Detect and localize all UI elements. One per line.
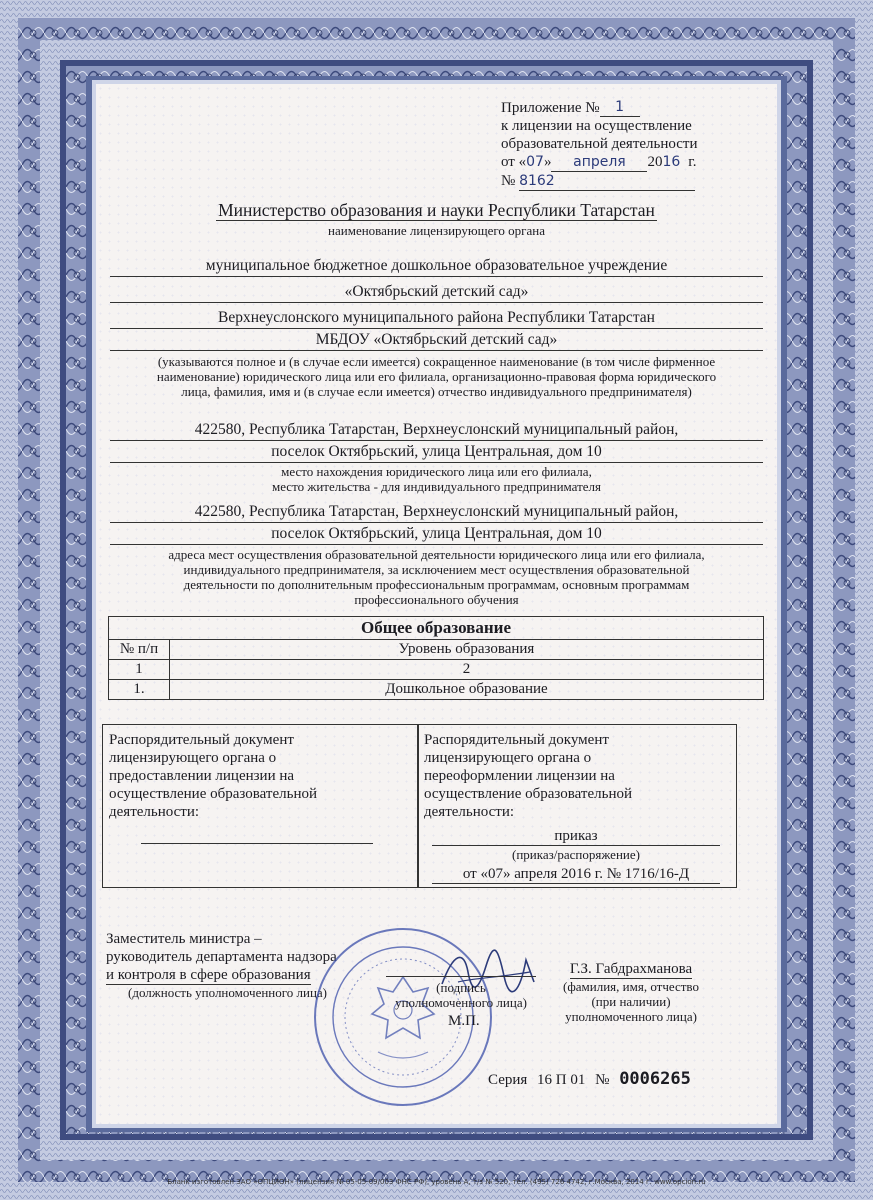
table-header-level: Уровень образования bbox=[170, 640, 764, 660]
appendix-year: 16 bbox=[662, 154, 681, 170]
location-line2: поселок Октябрьский, улица Центральная, дом 10 bbox=[110, 442, 763, 463]
ministry-block bbox=[96, 200, 777, 238]
signatory-name-block: Г.З. Габдрахманова (фамилия, имя, отчество (при наличии) уполномоченного лица) bbox=[563, 961, 699, 1024]
activity-address-line1: 422580, Республика Татарстан, Верхнеуслонский муниципальный район, bbox=[110, 502, 763, 523]
education-title: Общее образование bbox=[109, 617, 764, 640]
appendix-month: апреля bbox=[551, 153, 647, 172]
appendix-line3: образовательной деятельности bbox=[501, 136, 698, 152]
education-table bbox=[108, 616, 764, 700]
table-index-cell: 2 bbox=[170, 660, 764, 680]
table-header-number: № п/п bbox=[109, 640, 170, 660]
seal-mark-mp: М.П. bbox=[448, 1013, 480, 1029]
serial-block: Серия 16 П 01 № 0006265 bbox=[488, 1069, 691, 1089]
activity-address-line2: поселок Октябрьский, улица Центральная, дом 10 bbox=[110, 524, 763, 545]
org-name-line2: «Октябрьский детский сад» bbox=[110, 282, 763, 303]
signatory-position: Заместитель министра – руководитель департамента надзора и контроля в сфере образования (должность уполномоченного лица) bbox=[106, 931, 337, 1000]
blank-manufacturer-footer: Бланк изготовлен ЗАО «ОПЦИОН» (лицензия № 05-05-09/003 ФНС РФ), уровень А, т/з № 520, тел. (495) 726 4742, г.Москва, 2014 г. www.opcion.ru bbox=[167, 1178, 706, 1186]
org-short-name: МБДОУ «Октябрьский детский сад» bbox=[110, 330, 763, 351]
table-cell-level: Дошкольное образование bbox=[170, 680, 764, 700]
location-line1: 422580, Республика Татарстан, Верхнеуслонский муниципальный район, bbox=[110, 420, 763, 441]
table-cell-number: 1. bbox=[109, 680, 170, 700]
signature-caption: (подпись уполномоченного лица) bbox=[395, 980, 527, 1010]
table-index-cell: 1 bbox=[109, 660, 170, 680]
issuance-document-box: Распорядительный документ лицензирующего органа о предоставлении лицензии на осуществление образовательной деятельности: bbox=[102, 724, 419, 888]
org-name-line3: Верхнеуслонского муниципального района Республики Татарстан bbox=[110, 308, 763, 329]
reissuance-document-box: Распорядительный документ лицензирующего органа о переоформлении лицензии на осуществление образовательной деятельности: приказ (приказ/распоряжение) от «07» апреля 2016 г. № 1716/16-Д bbox=[417, 724, 737, 888]
issuance-blank-line bbox=[141, 843, 373, 844]
ministry-name: Министерство образования и науки Республики Татарстан bbox=[218, 200, 655, 220]
document-body bbox=[96, 84, 777, 1124]
signatory-name: Г.З. Габдрахманова bbox=[569, 961, 693, 977]
ministry-caption: наименование лицензирующего органа bbox=[328, 223, 545, 238]
serial-series: 16 П 01 bbox=[537, 1072, 586, 1088]
order-type-caption: (приказ/распоряжение) bbox=[512, 847, 640, 862]
serial-number: 0006265 bbox=[619, 1069, 691, 1089]
order-reference: от «07» апреля 2016 г. № 1716/16-Д bbox=[432, 865, 720, 884]
order-type: приказ bbox=[432, 827, 720, 846]
appendix-line2: к лицензии на осуществление bbox=[501, 118, 692, 134]
signature-line bbox=[386, 976, 536, 977]
org-name-line1: муниципальное бюджетное дошкольное образовательное учреждение bbox=[110, 256, 763, 277]
appendix-number: 1 bbox=[600, 98, 640, 117]
appendix-day: 07 bbox=[526, 154, 544, 170]
org-caption: (указываются полное и (в случае если имеется) сокращенное наименование (в том числе фирменное наименование) юридического лица или его филиала, организационно-правовая форма юридического лица, фамилия, имя и (в случае если имеется) отчество индивидуального предпринимателя) bbox=[156, 354, 717, 399]
appendix-block: Приложение № 1 к лицензии на осуществление образовательной деятельности от «07» апреля 2016 г. № 8162 bbox=[501, 98, 731, 191]
activity-address-caption: адреса мест осуществления образовательной деятельности юридического лица или его филиала, индивидуального предпринимателя, за исключением мест осуществления образовательной деятельности по дополнительным профессиональным программам, основным программам профессионального обучения bbox=[168, 547, 705, 607]
appendix-label: Приложение № bbox=[501, 100, 600, 116]
location-caption: место нахождения юридического лица или его филиала, место жительства - для индивидуального предпринимателя bbox=[271, 464, 602, 494]
table-row bbox=[109, 680, 764, 700]
license-number: 8162 bbox=[519, 172, 695, 191]
